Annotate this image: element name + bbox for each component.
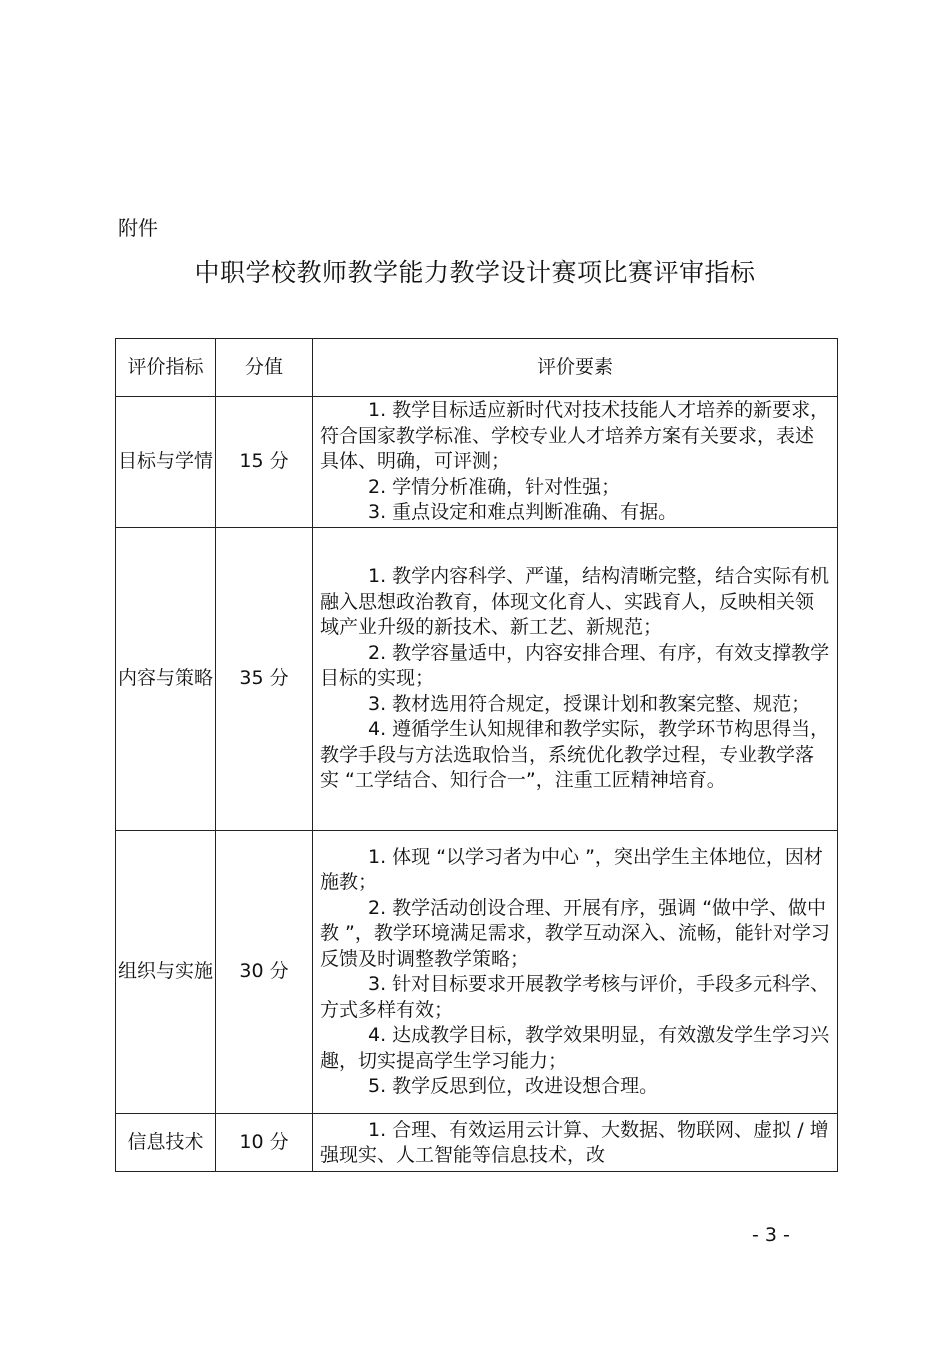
- element-item: 3. 教材选用符合规定，授课计划和教案完整、规范；: [368, 692, 811, 715]
- element-item: 4. 达成教学目标，教学效果明显，有效激发学生学习兴趣，切实提高学生学习能力；: [320, 1024, 830, 1072]
- indicator-cell: 目标与学情: [116, 397, 216, 528]
- table-row: [116, 528, 838, 831]
- score-cell: 35 分: [216, 528, 313, 831]
- elements-cell: [313, 397, 838, 528]
- element-item: 5. 教学反思到位，改进设想合理。: [368, 1075, 659, 1097]
- score-cell: 15 分: [216, 397, 313, 528]
- element-item: 2. 教学容量适中，内容安排合理、有序，有效支撑教学目标的实现；: [320, 641, 830, 690]
- element-item: 1. 体现 “以学习者为中心 ”，突出学生主体地位，因材施教；: [320, 845, 823, 893]
- elements-clip: [320, 1118, 831, 1168]
- element-item: 2. 教学活动创设合理、开展有序，强调 “做中学、做中教 ”，教学环境满足需求，教学互动深入、流畅，能针对学习反馈及时调整教学策略；: [320, 896, 830, 970]
- element-item: 3. 针对目标要求开展教学考核与评价，手段多元科学、方式多样有效；: [320, 973, 830, 1021]
- score-cell: 10 分: [216, 1114, 313, 1172]
- element-item: 1. 教学内容科学、严谨，结构清晰完整，结合实际有机融入思想政治教育，体现文化育人、实践育人，反映相关领域产业升级的新技术、新工艺、新规范；: [320, 565, 830, 639]
- table-header-row: [116, 339, 838, 397]
- indicator-cell: 信息技术: [116, 1114, 216, 1172]
- table-row: [116, 831, 838, 1114]
- document-title: 中职学校教师教学能力教学设计赛项比赛评审指标: [194, 258, 756, 287]
- table-row: [116, 1114, 838, 1172]
- element-item: 4. 遵循学生认知规律和教学实际，教学环节构思得当，教学手段与方法选取恰当，系统优化教学过程，专业教学落实 “工学结合、知行合一”，注重工匠精神培育。: [320, 718, 830, 792]
- element-item: 2. 学情分析准确，针对性强；: [368, 475, 621, 498]
- indicator-cell: 内容与策略: [116, 528, 216, 831]
- element-item: 1. 教学目标适应新时代对技术技能人才培养的新要求，符合国家教学标准、学校专业人才培养方案有关要求，表述具体、明确，可评测；: [320, 399, 830, 473]
- indicator-cell: 组织与实施: [116, 831, 216, 1114]
- element-item: 1. 合理、有效运用云计算、大数据、物联网、虚拟 / 增强现实、人工智能等信息技术，改: [320, 1118, 829, 1166]
- page-number: - 3 -: [752, 1224, 790, 1246]
- score-cell: 30 分: [216, 831, 313, 1114]
- elements-cell: [313, 831, 838, 1114]
- element-item: 3. 重点设定和难点判断准确、有据。: [368, 501, 678, 524]
- elements-cell: [313, 1114, 838, 1172]
- header-indicator: 评价指标: [116, 339, 216, 397]
- header-elements: 评价要素: [313, 339, 838, 397]
- header-score: 分值: [216, 339, 313, 397]
- elements-cell: [313, 528, 838, 831]
- table-row: [116, 397, 838, 528]
- attachment-label: 附件: [118, 216, 158, 240]
- evaluation-criteria-table: [115, 338, 838, 1172]
